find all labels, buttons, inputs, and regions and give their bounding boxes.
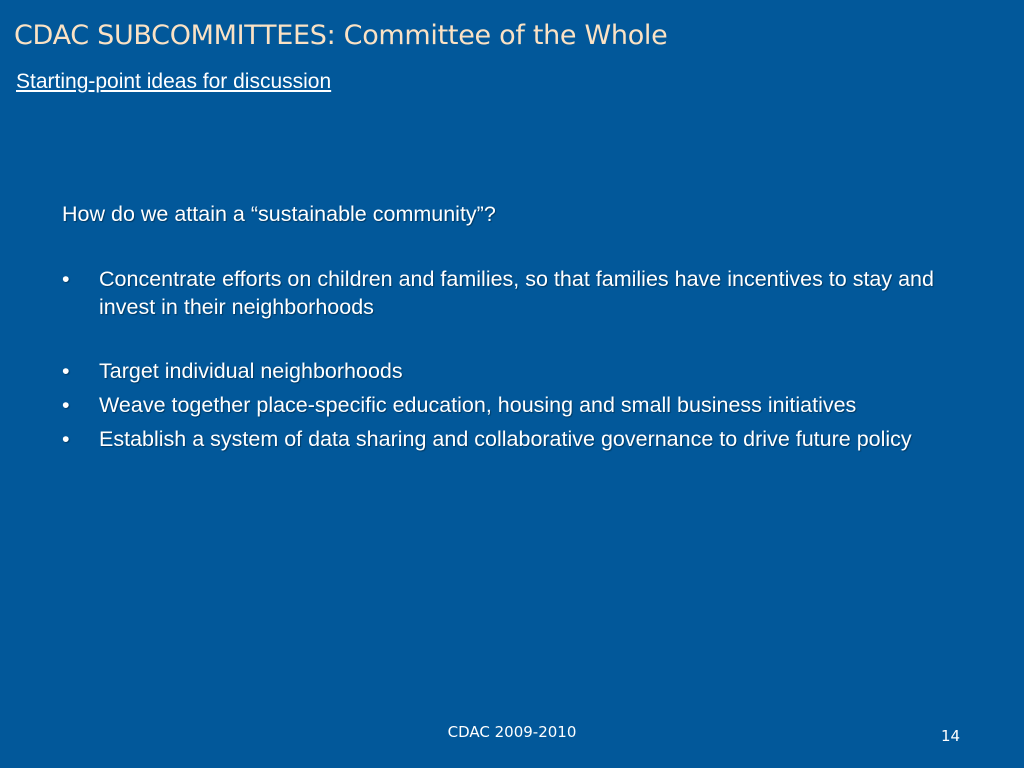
- slide-body: [62, 200, 972, 459]
- bullet-item: [62, 357, 972, 385]
- slide-title: CDAC SUBCOMMITTEES: Committee of the Whole: [14, 20, 668, 51]
- bullet-text: Concentrate efforts on children and families, so that families have incentives to stay and invest in their neighborhoods: [99, 267, 934, 319]
- bullet-item: [62, 391, 972, 419]
- bullet-text: Weave together place-specific education, housing and small business initiatives: [99, 393, 857, 417]
- bullet-marker: •: [62, 359, 70, 383]
- bullet-list: [62, 265, 972, 453]
- page-number: 14: [941, 727, 961, 745]
- slide-subtitle: Starting-point ideas for discussion: [16, 70, 332, 93]
- bullet-item: [62, 425, 972, 453]
- bullet-item: [62, 265, 972, 321]
- footer-text: CDAC 2009-2010: [447, 723, 577, 741]
- bullet-text: Establish a system of data sharing and collaborative governance to drive future policy: [99, 427, 912, 451]
- discussion-question: How do we attain a “sustainable community”?: [62, 202, 496, 226]
- bullet-marker: •: [62, 393, 70, 417]
- bullet-marker: •: [62, 427, 70, 451]
- slide-footer: [0, 723, 1024, 741]
- bullet-text: Target individual neighborhoods: [99, 359, 403, 383]
- bullet-marker: •: [62, 267, 70, 291]
